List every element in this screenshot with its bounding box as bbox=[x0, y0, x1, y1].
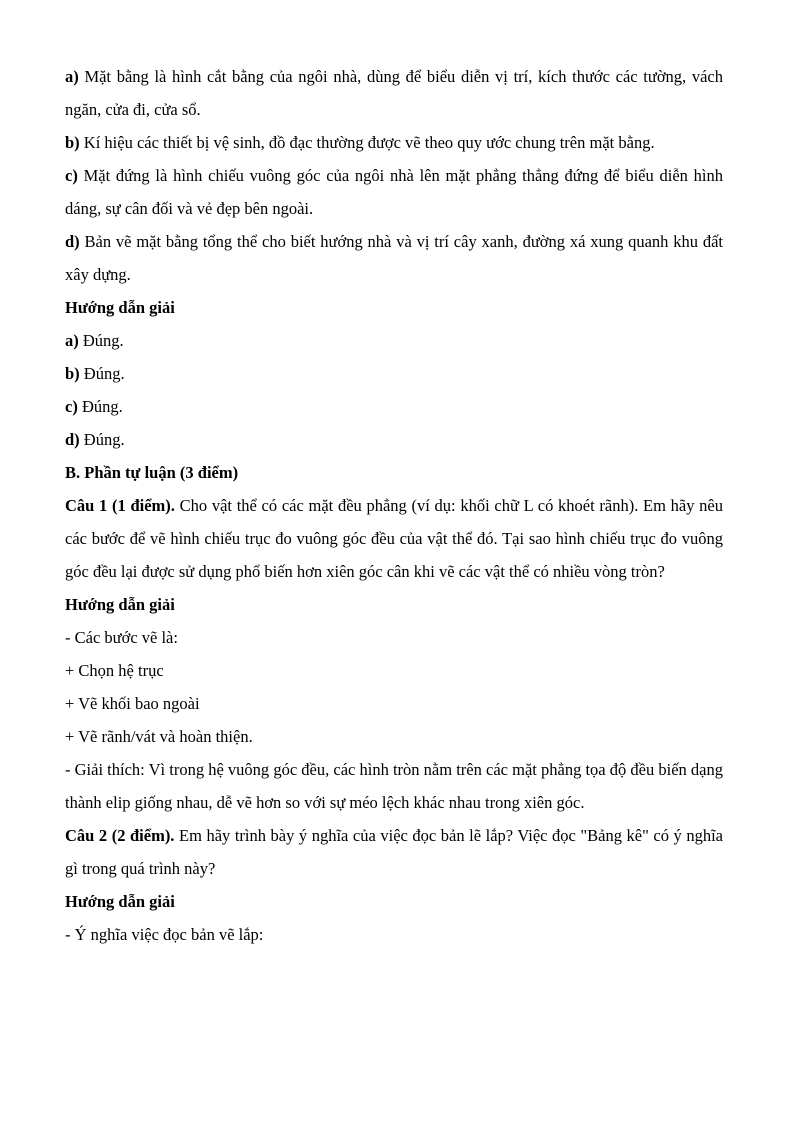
question-1 bbox=[65, 489, 723, 588]
answer-d-label: d) bbox=[65, 430, 80, 449]
statement-c-text: Mặt đứng là hình chiếu vuông góc của ngôi nhà lên mặt phẳng thẳng đứng để biểu diễn hình dáng, sự cân đối và vẻ đẹp bên ngoài. bbox=[65, 166, 724, 218]
answer-b-text: Đúng. bbox=[83, 364, 125, 383]
statement-d bbox=[65, 225, 723, 291]
solution-q1-step-2: + Vẽ khối bao ngoài bbox=[65, 694, 200, 713]
statement-b bbox=[65, 126, 723, 159]
question-2 bbox=[65, 819, 723, 885]
answer-c bbox=[65, 390, 723, 423]
answer-a bbox=[65, 324, 723, 357]
solution-q1-steps-intro: - Các bước vẽ là: bbox=[65, 628, 178, 647]
statement-a bbox=[65, 60, 723, 126]
solution-q1-explanation: - Giải thích: Vì trong hệ vuông góc đều, các hình tròn nằm trên các mặt phẳng tọa độ đều biến dạng thành elip giống nhau, dễ vẽ hơn so với sự méo lệch khác nhau trong xiên góc. bbox=[65, 760, 723, 812]
question-1-text: Cho vật thể có các mặt đều phẳng (ví dụ: khối chữ L có khoét rãnh). Em hãy nêu các bước để vẽ hình chiếu trục đo vuông góc đều của vật thể đó. Tại sao hình chiếu trục đo vuông góc đều lại được sử dụng phổ biến hơn xiên góc cân khi vẽ các vật thể có nhiều vòng tròn? bbox=[65, 496, 724, 581]
answer-c-text: Đúng. bbox=[81, 397, 123, 416]
question-2-label: Câu 2 (2 điểm). bbox=[65, 826, 175, 845]
answer-d-text: Đúng. bbox=[83, 430, 125, 449]
statement-d-text: Bản vẽ mặt bằng tổng thể cho biết hướng nhà và vị trí cây xanh, đường xá xung quanh khu đất xây dựng. bbox=[65, 232, 724, 284]
statement-d-label: d) bbox=[65, 232, 80, 251]
section-b-heading: B. Phần tự luận (3 điểm) bbox=[65, 463, 239, 482]
question-1-label: Câu 1 (1 điểm). bbox=[65, 496, 175, 515]
solution-q2-meaning-intro: - Ý nghĩa việc đọc bản vẽ lắp: bbox=[65, 925, 264, 944]
solution-heading-q1: Hướng dẫn giải bbox=[65, 595, 175, 614]
solution-heading-part-a: Hướng dẫn giải bbox=[65, 298, 175, 317]
solution-q1-step-1: + Chọn hệ trục bbox=[65, 661, 164, 680]
answer-a-label: a) bbox=[65, 331, 79, 350]
answer-b-label: b) bbox=[65, 364, 80, 383]
solution-q1-step-3: + Vẽ rãnh/vát và hoàn thiện. bbox=[65, 727, 253, 746]
statement-b-text: Kí hiệu các thiết bị vệ sinh, đồ đạc thường được vẽ theo quy ước chung trên mặt bằng. bbox=[83, 133, 655, 152]
statement-c bbox=[65, 159, 723, 225]
statement-a-label: a) bbox=[65, 67, 79, 86]
answer-a-text: Đúng. bbox=[82, 331, 124, 350]
answer-d bbox=[65, 423, 723, 456]
statement-a-text: Mặt bằng là hình cắt bằng của ngôi nhà, dùng để biểu diễn vị trí, kích thước các tường, vách ngăn, cửa đi, cửa sổ. bbox=[65, 67, 723, 119]
question-2-text: Em hãy trình bày ý nghĩa của việc đọc bản lẽ lắp? Việc đọc "Bảng kê" có ý nghĩa gì trong quá trình này? bbox=[65, 826, 723, 878]
answer-b bbox=[65, 357, 723, 390]
solution-heading-q2: Hướng dẫn giải bbox=[65, 892, 175, 911]
statement-c-label: c) bbox=[65, 166, 78, 185]
answer-c-label: c) bbox=[65, 397, 78, 416]
statement-b-label: b) bbox=[65, 133, 80, 152]
